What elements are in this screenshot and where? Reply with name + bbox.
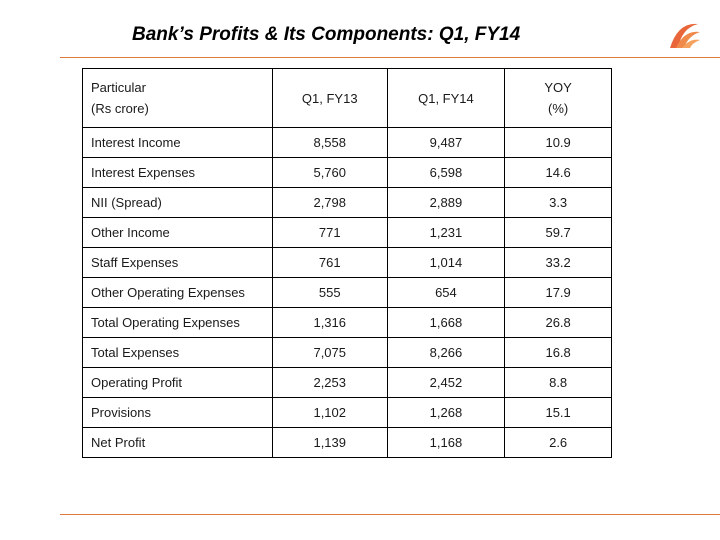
cell-q1-fy14: 1,168 — [387, 428, 505, 458]
cell-q1-fy14: 654 — [387, 278, 505, 308]
cell-yoy: 15.1 — [505, 398, 612, 428]
row-label: Provisions — [83, 398, 273, 428]
row-label: Total Expenses — [83, 338, 273, 368]
title-divider — [60, 57, 720, 58]
cell-q1-fy14: 8,266 — [387, 338, 505, 368]
cell-q1-fy14: 9,487 — [387, 128, 505, 158]
cell-q1-fy13: 1,316 — [272, 308, 387, 338]
cell-yoy: 33.2 — [505, 248, 612, 278]
cell-yoy: 14.6 — [505, 158, 612, 188]
cell-q1-fy13: 2,253 — [272, 368, 387, 398]
row-label: Interest Income — [83, 128, 273, 158]
row-label: Net Profit — [83, 428, 273, 458]
header-q1-fy14: Q1, FY14 — [387, 69, 505, 128]
cell-q1-fy14: 1,268 — [387, 398, 505, 428]
cell-yoy: 26.8 — [505, 308, 612, 338]
cell-q1-fy13: 555 — [272, 278, 387, 308]
header-particular — [83, 69, 273, 128]
cell-yoy: 59.7 — [505, 218, 612, 248]
table-row — [83, 188, 612, 218]
cell-yoy: 10.9 — [505, 128, 612, 158]
cell-yoy: 17.9 — [505, 278, 612, 308]
cell-q1-fy13: 771 — [272, 218, 387, 248]
row-label: Staff Expenses — [83, 248, 273, 278]
table-row — [83, 248, 612, 278]
cell-q1-fy14: 1,668 — [387, 308, 505, 338]
cell-yoy: 8.8 — [505, 368, 612, 398]
table-row — [83, 428, 612, 458]
row-label: Other Income — [83, 218, 273, 248]
row-label: NII (Spread) — [83, 188, 273, 218]
cell-q1-fy13: 1,102 — [272, 398, 387, 428]
cell-q1-fy13: 8,558 — [272, 128, 387, 158]
table-row — [83, 338, 612, 368]
row-label: Interest Expenses — [83, 158, 273, 188]
cell-yoy: 16.8 — [505, 338, 612, 368]
table-row — [83, 158, 612, 188]
header-particular-line2: (Rs crore) — [91, 101, 149, 116]
cell-q1-fy14: 6,598 — [387, 158, 505, 188]
row-label: Other Operating Expenses — [83, 278, 273, 308]
cell-q1-fy13: 761 — [272, 248, 387, 278]
header-q1-fy13: Q1, FY13 — [272, 69, 387, 128]
cell-q1-fy14: 1,014 — [387, 248, 505, 278]
table-row — [83, 368, 612, 398]
cell-q1-fy13: 2,798 — [272, 188, 387, 218]
cell-q1-fy14: 2,452 — [387, 368, 505, 398]
cell-q1-fy14: 2,889 — [387, 188, 505, 218]
cell-q1-fy13: 1,139 — [272, 428, 387, 458]
table-row — [83, 278, 612, 308]
table-header-row — [83, 69, 612, 128]
cell-q1-fy13: 7,075 — [272, 338, 387, 368]
slide-title: Bank’s Profits & Its Components: Q1, FY14 — [132, 24, 521, 45]
row-label: Operating Profit — [83, 368, 273, 398]
table-row — [83, 308, 612, 338]
table-row — [83, 128, 612, 158]
header-yoy-line1: YOY — [544, 80, 572, 95]
cell-yoy: 2.6 — [505, 428, 612, 458]
bank-of-baroda-logo-icon — [664, 18, 704, 54]
header-yoy-line2: (%) — [548, 101, 569, 116]
table-row — [83, 398, 612, 428]
footer-divider — [60, 514, 720, 515]
header-yoy — [505, 69, 612, 128]
cell-q1-fy13: 5,760 — [272, 158, 387, 188]
table-row — [83, 218, 612, 248]
row-label: Total Operating Expenses — [83, 308, 273, 338]
header-particular-line1: Particular — [91, 80, 146, 95]
cell-yoy: 3.3 — [505, 188, 612, 218]
profits-table — [82, 68, 612, 458]
cell-q1-fy14: 1,231 — [387, 218, 505, 248]
